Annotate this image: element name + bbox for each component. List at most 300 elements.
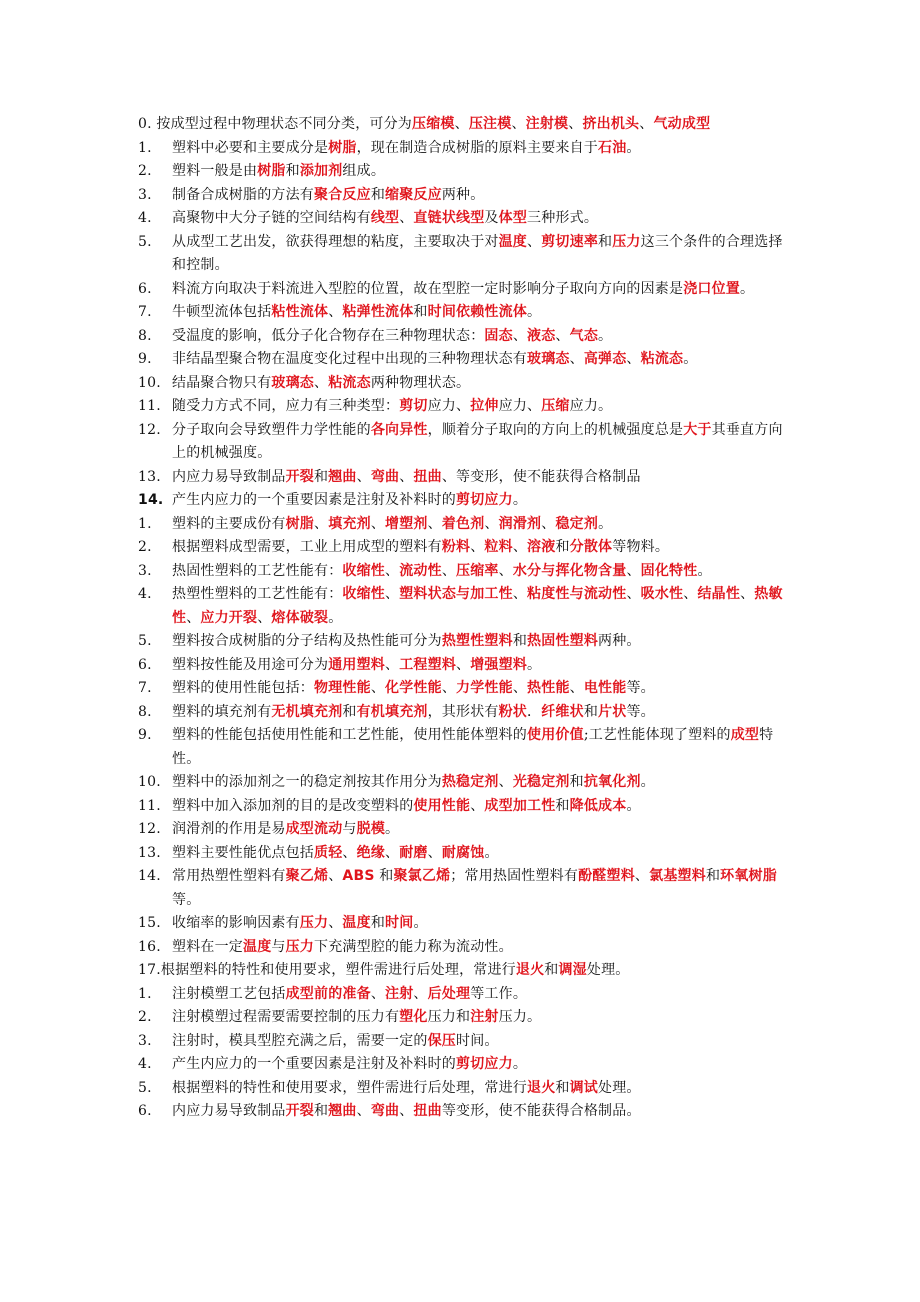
highlighted-term: 质轻 bbox=[314, 844, 343, 861]
list-item bbox=[138, 419, 788, 466]
text-segment: 。 bbox=[413, 915, 428, 931]
list-item bbox=[138, 583, 788, 630]
text-segment: 处理。 bbox=[598, 1079, 641, 1096]
text-segment: ；常用热固性塑料有 bbox=[450, 868, 579, 884]
item-number: 5. bbox=[138, 233, 152, 250]
text-segment: 非结晶型聚合物在温度变化过程中出现的三种物理状态有 bbox=[172, 351, 527, 367]
highlighted-term: 剪切应力 bbox=[456, 492, 513, 508]
text-segment: 塑料中必要和主要成分是 bbox=[172, 139, 329, 156]
highlighted-term: 注射 bbox=[385, 985, 414, 1002]
text-segment: 和 bbox=[555, 539, 570, 555]
text-segment: 、 bbox=[328, 304, 343, 320]
text-segment: 两种。 bbox=[598, 633, 641, 649]
highlighted-term: 时间 bbox=[385, 915, 414, 931]
list-item bbox=[138, 818, 788, 842]
highlighted-term: 热稳定剂 bbox=[441, 774, 499, 790]
text-segment: 、 bbox=[441, 680, 457, 696]
text-segment: 、 bbox=[370, 680, 386, 696]
item-text bbox=[172, 184, 788, 208]
text-segment: 、 bbox=[470, 539, 485, 555]
text-segment: 、 bbox=[569, 680, 584, 696]
text-segment: 热固性塑料的工艺性能有： bbox=[172, 562, 343, 579]
text-segment: 和 bbox=[583, 703, 599, 720]
item-text bbox=[172, 466, 788, 490]
item-number: 5. bbox=[138, 633, 152, 649]
item-text bbox=[172, 1077, 788, 1101]
item-number: 9. bbox=[138, 351, 152, 367]
text-segment: 结晶聚合物只有 bbox=[172, 374, 272, 391]
text-segment: 分子取向会导致塑件力学性能的 bbox=[172, 421, 371, 438]
text-segment: 、 bbox=[512, 539, 528, 555]
text-segment: 、 bbox=[568, 116, 583, 132]
item-number: 7. bbox=[138, 680, 152, 696]
text-segment: 。 bbox=[512, 1056, 528, 1072]
highlighted-term: 环氧树脂 bbox=[720, 868, 777, 884]
highlighted-term: 热性能 bbox=[527, 680, 570, 696]
highlighted-term: 调试 bbox=[569, 1079, 599, 1096]
item-number: 6. bbox=[138, 280, 152, 297]
highlighted-term: ABS bbox=[342, 868, 375, 884]
text-segment: 三种形式。 bbox=[527, 210, 599, 226]
item-text bbox=[172, 701, 788, 725]
text-segment: 。 bbox=[683, 351, 698, 367]
text-segment: 、 bbox=[370, 985, 386, 1002]
highlighted-term: 热敏性 bbox=[172, 586, 783, 626]
text-segment: 压力。 bbox=[498, 1009, 542, 1025]
list-item bbox=[138, 959, 788, 983]
text-segment: 压力和 bbox=[427, 1009, 471, 1025]
highlighted-term: 粘度性与流动性 bbox=[527, 586, 627, 602]
text-segment: 。 bbox=[527, 656, 542, 673]
text-segment: 常用热塑性塑料有 bbox=[172, 868, 286, 884]
highlighted-term: 挤出机头 bbox=[582, 116, 640, 132]
item-number: 15. bbox=[138, 915, 161, 931]
highlighted-term: 剪切 bbox=[399, 398, 428, 414]
item-text bbox=[172, 513, 788, 537]
text-segment: 、 bbox=[512, 586, 528, 602]
list-item bbox=[138, 1030, 788, 1054]
text-segment: 应力、 bbox=[427, 398, 471, 414]
highlighted-term: 温度 bbox=[342, 915, 371, 931]
text-segment: 塑料一般是由 bbox=[172, 163, 258, 179]
text-segment: 、 bbox=[385, 844, 400, 861]
highlighted-term: 气态 bbox=[569, 327, 599, 344]
text-segment: 、 bbox=[399, 210, 414, 226]
item-text bbox=[172, 278, 788, 302]
highlighted-term: 化学性能 bbox=[385, 680, 442, 696]
text-segment: 应力、 bbox=[498, 398, 542, 414]
list-item bbox=[138, 1077, 788, 1101]
highlighted-term: 润滑剂 bbox=[498, 515, 542, 532]
highlighted-term: 光稳定剂 bbox=[512, 774, 570, 790]
text-segment: 和 bbox=[512, 633, 528, 649]
highlighted-term: 玻璃态 bbox=[527, 351, 570, 367]
list-item bbox=[138, 231, 788, 278]
item-text bbox=[172, 536, 788, 560]
highlighted-term: 体型 bbox=[498, 210, 528, 226]
item-number: 5. bbox=[138, 1079, 152, 1096]
text-segment: 和 bbox=[569, 774, 584, 790]
highlighted-term: 纤维状 bbox=[541, 703, 584, 720]
item-number: 2. bbox=[138, 539, 152, 555]
text-segment: 、 bbox=[314, 374, 329, 391]
highlighted-term: 直链状线型 bbox=[413, 210, 485, 226]
text-segment: 、 bbox=[456, 656, 471, 673]
highlighted-term: 剪切速率 bbox=[541, 233, 599, 250]
list-item bbox=[138, 137, 788, 161]
highlighted-term: 弯曲 bbox=[370, 468, 400, 485]
highlighted-term: 塑料状态与加工性 bbox=[399, 586, 513, 602]
list-item bbox=[138, 466, 788, 490]
highlighted-term: 增塑剂 bbox=[385, 515, 428, 532]
text-segment: 。 bbox=[626, 797, 641, 814]
text-segment: 及 bbox=[484, 210, 499, 226]
highlighted-term: 抗氧化剂 bbox=[583, 774, 641, 790]
highlighted-term: 片状 bbox=[598, 703, 627, 720]
text-segment: 与 bbox=[342, 821, 357, 837]
item-text bbox=[172, 160, 788, 184]
item-text bbox=[172, 207, 788, 231]
text-segment: 、 bbox=[427, 844, 442, 861]
text-segment: 高聚物中大分子链的空间结构有 bbox=[172, 210, 371, 226]
text-segment: 这三个条件的合理选择和控制。 bbox=[172, 233, 783, 273]
text-segment: 。 bbox=[626, 139, 641, 156]
item-text bbox=[172, 630, 788, 654]
highlighted-term: 通用塑料 bbox=[328, 656, 386, 673]
text-segment: 、 bbox=[399, 1103, 414, 1119]
text-segment: 根据塑料成型需要，工业上用成型的塑料有 bbox=[172, 539, 442, 555]
text-segment: 、 bbox=[498, 562, 513, 579]
item-number: 10. bbox=[138, 374, 161, 391]
list-item bbox=[138, 513, 788, 537]
text-segment: 。 bbox=[598, 515, 613, 532]
highlighted-term: 分散体 bbox=[569, 539, 613, 555]
list-item bbox=[138, 865, 788, 912]
highlighted-term: 压缩率 bbox=[456, 562, 499, 579]
text-segment: 收缩率的影响因素有 bbox=[172, 915, 300, 931]
text-segment: ，现在制造合成树脂的原料主要来自于 bbox=[356, 139, 599, 156]
highlighted-term: 溶液 bbox=[527, 539, 556, 555]
text-segment: 、 bbox=[511, 116, 526, 132]
text-segment: 注射模塑工艺包括 bbox=[172, 985, 286, 1002]
highlighted-term: 压缩 bbox=[541, 398, 570, 414]
text-segment: 、 bbox=[186, 609, 201, 626]
text-segment: 塑料中加入添加剂的目的是改变塑料的 bbox=[172, 797, 414, 814]
text-segment: 塑料的使用性能包括： bbox=[172, 680, 314, 696]
text-segment: 其垂直方向上的机械强度。 bbox=[172, 421, 783, 461]
item-number: 2. bbox=[138, 163, 152, 179]
item-text bbox=[172, 395, 788, 419]
text-segment: 应力。 bbox=[569, 398, 613, 414]
highlighted-term: 开裂 bbox=[285, 468, 315, 485]
highlighted-term: 无机填充剂 bbox=[271, 703, 343, 720]
text-segment: 、 bbox=[541, 515, 556, 532]
text-segment: 等变形，使不能获得合格制品。 bbox=[441, 1103, 641, 1119]
item-number: 11. bbox=[138, 797, 161, 814]
text-segment: 热塑性塑料的工艺性能有： bbox=[172, 586, 343, 602]
highlighted-term: 收缩性 bbox=[342, 586, 386, 602]
list-item bbox=[138, 771, 788, 795]
highlighted-term: 线型 bbox=[370, 210, 400, 226]
list-item bbox=[138, 325, 788, 349]
item-number: 4. bbox=[138, 586, 152, 602]
text-segment: 和 bbox=[705, 868, 721, 884]
text-segment: 和 bbox=[342, 703, 357, 720]
item-number: 3. bbox=[138, 1032, 152, 1049]
item-text bbox=[172, 325, 788, 349]
list-item bbox=[138, 184, 788, 208]
text-segment: 、 bbox=[527, 233, 542, 250]
item-number: 2. bbox=[138, 1009, 152, 1025]
highlighted-term: 聚合反应 bbox=[314, 186, 371, 203]
text-segment: 和 bbox=[555, 797, 570, 814]
highlighted-term: 剪切应力 bbox=[456, 1056, 513, 1072]
text-segment: 塑料按合成树脂的分子结构及热性能可分为 bbox=[172, 633, 442, 649]
item-text bbox=[138, 959, 788, 983]
item-text bbox=[172, 560, 788, 584]
item-number: 7. bbox=[138, 304, 152, 320]
list-item bbox=[138, 654, 788, 678]
highlighted-term: 酚醛塑料 bbox=[578, 868, 635, 884]
highlighted-term: 工程塑料 bbox=[399, 656, 457, 673]
highlighted-term: 注射 bbox=[470, 1009, 499, 1025]
item-text bbox=[172, 372, 788, 396]
text-segment: 。 bbox=[328, 609, 343, 626]
highlighted-term: 粘性流体 bbox=[271, 304, 329, 320]
text-segment: ，其形状有 bbox=[427, 703, 499, 720]
highlighted-term: 力学性能 bbox=[456, 680, 513, 696]
list-item bbox=[138, 1053, 788, 1077]
text-segment: 和 bbox=[370, 915, 386, 931]
highlighted-term: 气动成型 bbox=[653, 116, 711, 132]
highlighted-term: 翘曲 bbox=[328, 1103, 357, 1119]
text-segment: 与 bbox=[271, 938, 286, 955]
highlighted-term: 聚氯乙烯 bbox=[393, 868, 451, 884]
text-segment: 、 bbox=[427, 515, 442, 532]
text-segment: 、 bbox=[413, 985, 428, 1002]
highlighted-term: 应力开裂 bbox=[200, 609, 258, 626]
highlighted-term: 调湿 bbox=[558, 962, 587, 978]
highlighted-term: 粘弹性流体 bbox=[342, 304, 414, 320]
item-number: 14. bbox=[138, 868, 161, 884]
highlighted-term: 填充剂 bbox=[328, 515, 371, 532]
highlighted-term: 粘流态 bbox=[328, 374, 371, 391]
item-number: 12. bbox=[138, 821, 161, 837]
text-segment: 、 bbox=[328, 915, 343, 931]
text-segment: 、 bbox=[257, 609, 272, 626]
text-segment: 塑料主要性能优点包括 bbox=[172, 844, 314, 861]
text-segment: 制备合成树脂的方法有 bbox=[172, 186, 314, 203]
item-number: 14. bbox=[138, 492, 164, 508]
item-number: 4. bbox=[138, 1056, 152, 1072]
text-segment: 、 bbox=[498, 774, 513, 790]
item-number: 1. bbox=[138, 985, 152, 1002]
highlighted-term: 扭曲 bbox=[413, 468, 442, 485]
item-text bbox=[172, 301, 788, 325]
highlighted-term: 增强塑料 bbox=[470, 656, 528, 673]
text-segment: 塑料按性能及用途可分为 bbox=[172, 656, 329, 673]
text-segment: 。 bbox=[697, 562, 712, 579]
text-segment: 和 bbox=[374, 868, 394, 884]
item-text bbox=[172, 1006, 788, 1030]
text-segment: 、 bbox=[740, 586, 755, 602]
item-text bbox=[172, 724, 788, 771]
text-segment: 、 bbox=[328, 868, 343, 884]
highlighted-term: 热塑性塑料 bbox=[441, 633, 513, 649]
highlighted-term: 固化特性 bbox=[640, 562, 698, 579]
text-segment: 根据塑料的特性和使用要求，塑件需进行后处理，常进行 bbox=[172, 1079, 527, 1096]
item-number: 13. bbox=[138, 844, 161, 861]
list-item bbox=[138, 795, 788, 819]
item-text bbox=[172, 818, 788, 842]
highlighted-term: 石油 bbox=[598, 139, 627, 156]
text-segment: 塑料的性能包括使用性能和工艺性能，使用性能体塑料的 bbox=[172, 727, 527, 743]
highlighted-term: 玻璃态 bbox=[271, 374, 315, 391]
text-segment: 、 bbox=[626, 562, 641, 579]
text-segment: 和 bbox=[413, 304, 428, 320]
highlighted-term: 粉料 bbox=[441, 539, 471, 555]
item-number: 6. bbox=[138, 656, 152, 673]
list-item bbox=[138, 395, 788, 419]
item-text bbox=[172, 348, 788, 372]
highlighted-term: 温度 bbox=[498, 233, 528, 250]
text-segment: 、 bbox=[512, 680, 528, 696]
item-text bbox=[172, 842, 788, 866]
text-segment: 和 bbox=[555, 1079, 570, 1096]
highlighted-term: 浇口位置 bbox=[683, 280, 741, 297]
highlighted-term: 树脂 bbox=[285, 515, 315, 532]
text-segment: 、 bbox=[399, 468, 414, 485]
list-item bbox=[138, 536, 788, 560]
highlighted-term: 保压 bbox=[427, 1032, 457, 1049]
highlighted-term: 成型 bbox=[730, 727, 760, 743]
text-segment: 受温度的影响，低分子化合物存在三种物理状态： bbox=[172, 327, 485, 344]
highlighted-term: 绝缘 bbox=[356, 844, 386, 861]
text-segment: 塑料的填充剂有 bbox=[172, 703, 272, 720]
text-segment: 牛顿型流体包括 bbox=[172, 304, 272, 320]
highlighted-term: 温度 bbox=[243, 938, 272, 955]
item-text bbox=[172, 865, 788, 912]
text-segment: 时间。 bbox=[456, 1032, 499, 1049]
text-segment: 和 bbox=[370, 186, 386, 203]
list-item bbox=[138, 677, 788, 701]
text-segment: 、 bbox=[512, 327, 528, 344]
text-segment: 、 bbox=[314, 515, 329, 532]
item-number: 3. bbox=[138, 186, 152, 203]
highlighted-term: 稳定剂 bbox=[555, 515, 599, 532]
list-item bbox=[138, 113, 788, 137]
item-number: 3. bbox=[138, 562, 152, 579]
highlighted-term: 扭曲 bbox=[413, 1103, 442, 1119]
highlighted-term: 塑化 bbox=[399, 1009, 428, 1025]
highlighted-term: 使用价值 bbox=[527, 727, 584, 743]
highlighted-term: 后处理 bbox=[427, 985, 471, 1002]
item-number: 13. bbox=[138, 468, 161, 485]
text-segment: 17.根据塑料的特性和使用要求，塑件需进行后处理，常进行 bbox=[138, 962, 516, 978]
highlighted-term: 添加剂 bbox=[299, 163, 343, 179]
list-item bbox=[138, 278, 788, 302]
text-segment: 。 bbox=[385, 821, 400, 837]
text-segment: 。 bbox=[740, 280, 755, 297]
highlighted-term: 着色剂 bbox=[441, 515, 485, 532]
highlighted-term: 压力 bbox=[299, 915, 329, 931]
text-segment: 注射时，模具型腔充满之后，需要一定的 bbox=[172, 1032, 428, 1049]
text-segment: 和 bbox=[314, 468, 329, 485]
text-segment: 等。 bbox=[626, 703, 655, 720]
list-item bbox=[138, 1006, 788, 1030]
text-segment: ;工艺性能体现了塑料的 bbox=[583, 727, 731, 743]
text-segment: 从成型工艺出发，欲获得理想的粘度，主要取决于对 bbox=[172, 233, 499, 250]
highlighted-term: 退火 bbox=[527, 1079, 556, 1096]
text-segment: 、 bbox=[454, 116, 469, 132]
item-text bbox=[172, 936, 788, 960]
list-item bbox=[138, 489, 788, 513]
item-text bbox=[172, 231, 788, 278]
item-number: 4. bbox=[138, 210, 152, 226]
text-segment: 、 bbox=[626, 351, 641, 367]
text-segment: 、等变形，使不能获得合格制品 bbox=[441, 468, 641, 485]
text-segment: 内应力易导致制品 bbox=[172, 468, 286, 485]
text-segment: 、 bbox=[634, 868, 650, 884]
text-segment: 、 bbox=[626, 586, 641, 602]
highlighted-term: 粒料 bbox=[484, 539, 513, 555]
text-segment: 和 bbox=[544, 962, 559, 978]
text-segment: 产生内应力的一个重要因素是注射及补料时的 bbox=[172, 1056, 456, 1072]
text-segment: 下充满型腔的能力称为流动性。 bbox=[314, 938, 513, 955]
highlighted-term: 成型加工性 bbox=[484, 797, 556, 814]
item-number: 6. bbox=[138, 1103, 152, 1119]
text-segment: 。 bbox=[484, 844, 499, 861]
text-segment: 。 bbox=[640, 774, 655, 790]
item-text bbox=[172, 771, 788, 795]
highlighted-term: 压力 bbox=[612, 233, 641, 250]
item-text bbox=[172, 912, 788, 936]
list-item bbox=[138, 160, 788, 184]
highlighted-term: 熔体破裂 bbox=[271, 609, 329, 626]
item-text bbox=[138, 113, 788, 137]
highlighted-term: 脱模 bbox=[356, 821, 386, 837]
text-segment: 两种。 bbox=[441, 186, 485, 203]
highlighted-term: 氯基塑料 bbox=[649, 868, 706, 884]
item-text bbox=[172, 489, 788, 513]
item-number: 16. bbox=[138, 938, 161, 955]
text-segment: 特性。 bbox=[172, 727, 774, 767]
highlighted-term: 注射模 bbox=[525, 116, 569, 132]
highlighted-term: 有机填充剂 bbox=[356, 703, 428, 720]
text-segment: 等工作。 bbox=[470, 985, 528, 1002]
text-segment: 等。 bbox=[626, 680, 655, 696]
text-segment: 、 bbox=[484, 515, 499, 532]
text-segment: 。 bbox=[527, 304, 542, 320]
list-item bbox=[138, 207, 788, 231]
highlighted-term: 树脂 bbox=[328, 139, 357, 156]
highlighted-term: 树脂 bbox=[257, 163, 286, 179]
highlighted-term: 大于 bbox=[683, 421, 712, 438]
highlighted-term: 聚乙烯 bbox=[285, 868, 329, 884]
item-number: 8. bbox=[138, 327, 152, 344]
item-text bbox=[172, 983, 788, 1007]
item-text bbox=[172, 137, 788, 161]
list-item bbox=[138, 1100, 788, 1124]
highlighted-term: 退火 bbox=[515, 962, 545, 978]
text-segment: 、 bbox=[441, 562, 457, 579]
highlighted-term: 流动性 bbox=[399, 562, 442, 579]
item-text bbox=[172, 419, 788, 466]
text-segment: 等物料。 bbox=[612, 539, 670, 555]
list-item bbox=[138, 630, 788, 654]
text-segment: 、 bbox=[555, 327, 570, 344]
highlighted-term: 使用性能 bbox=[413, 797, 471, 814]
